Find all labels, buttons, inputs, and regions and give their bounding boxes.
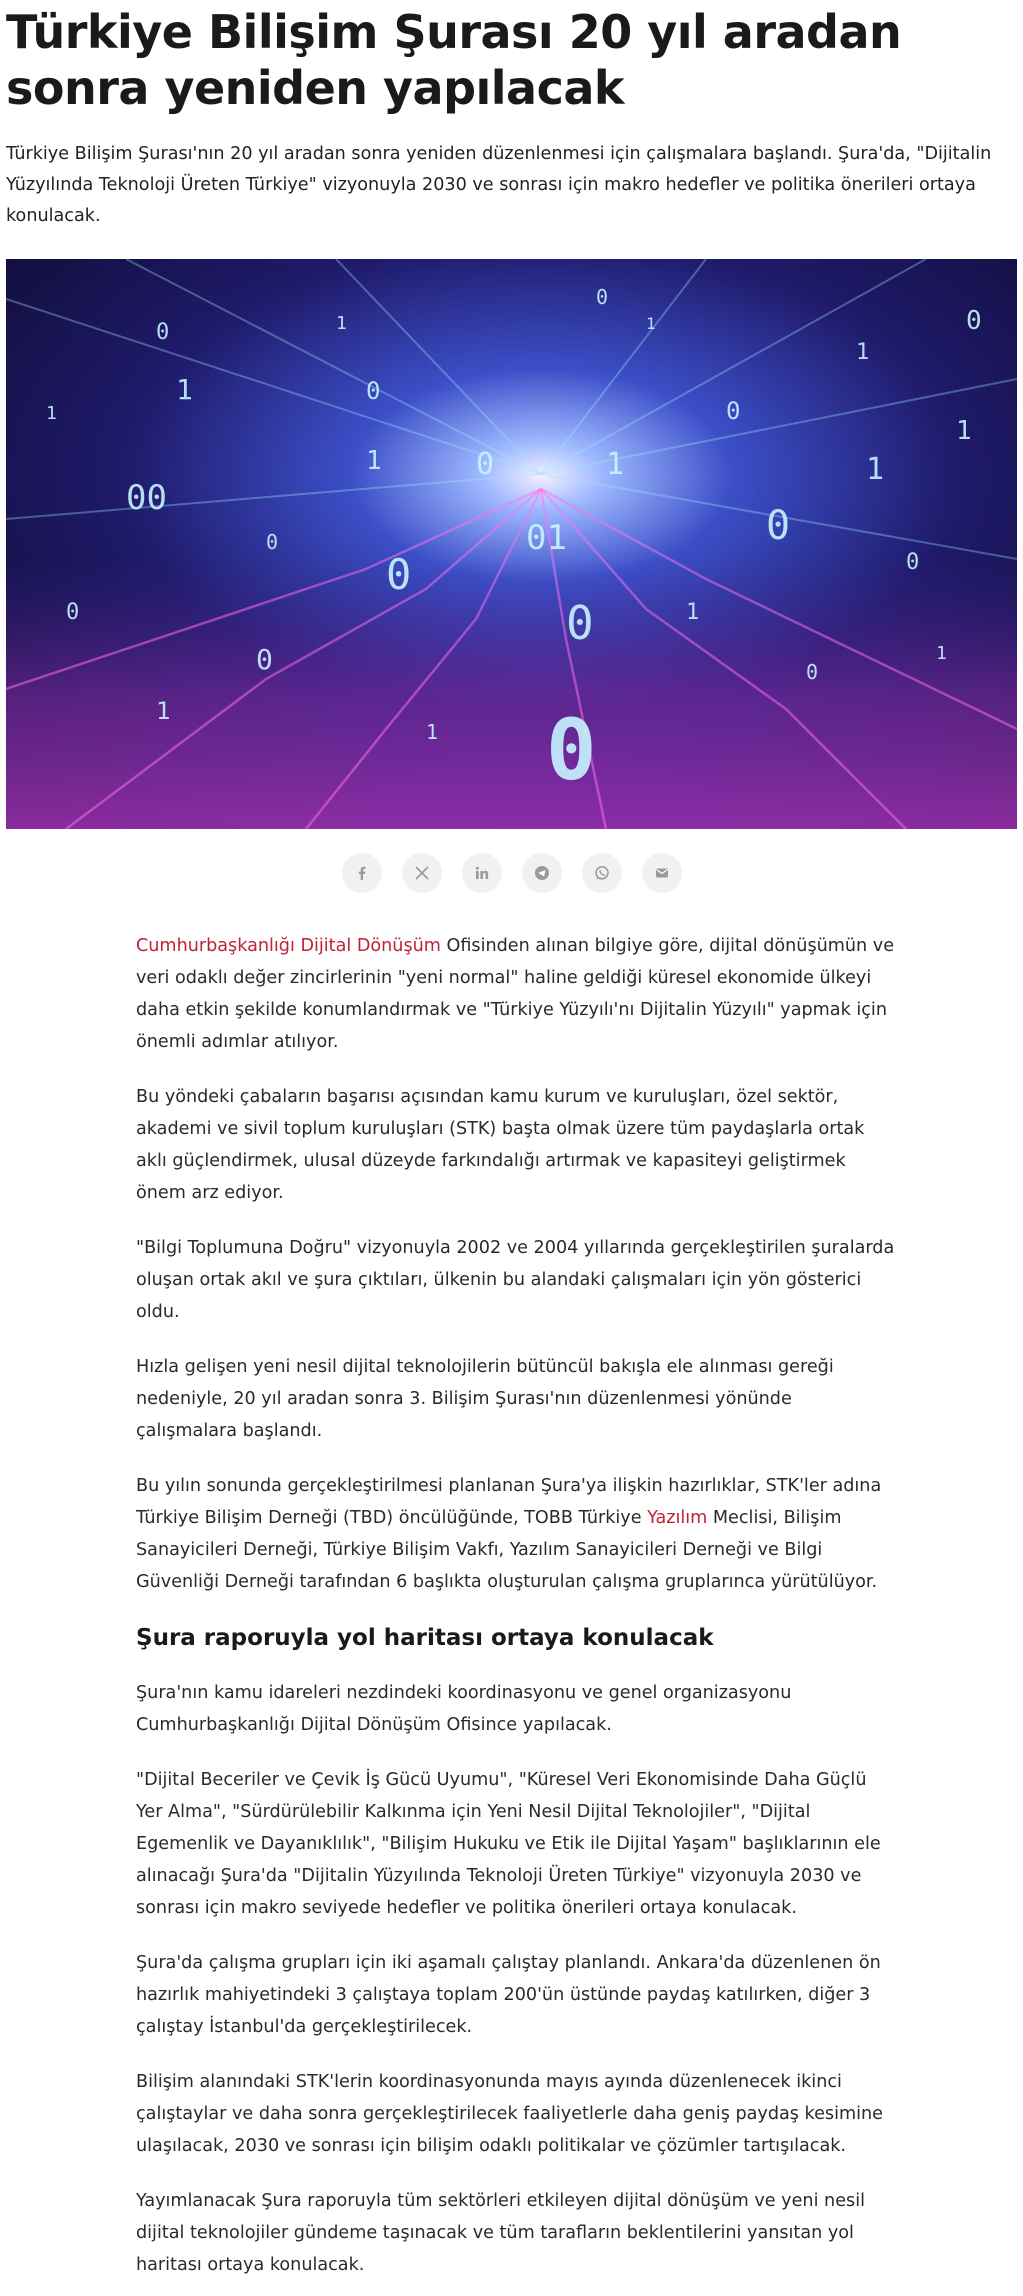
svg-text:1: 1	[336, 313, 347, 334]
svg-text:1: 1	[856, 340, 870, 365]
svg-text:1: 1	[646, 314, 656, 333]
svg-text:0: 0	[546, 701, 597, 799]
svg-text:0: 0	[256, 643, 273, 676]
svg-text:1: 1	[686, 600, 700, 625]
share-telegram-button[interactable]	[522, 853, 562, 893]
paragraph: Şura'nın kamu idareleri nezdindeki koordinasyonu ve genel organizasyonu Cumhurbaşkanlığı Dijital Dönüşüm Ofisince yapılacak.	[136, 1683, 792, 1735]
svg-text:1: 1	[426, 720, 439, 744]
article-title: Türkiye Bilişim Şurası 20 yıl aradan sonra yeniden yapılacak	[6, 5, 902, 115]
share-whatsapp-button[interactable]	[582, 853, 622, 893]
paragraph: Yayımlanacak Şura raporuyla tüm sektörleri etkileyen dijital dönüşüm ve yeni nesil dijital teknolojiler gündeme taşınacak ve tüm tarafların beklentilerini yansıtan yol haritası ortaya konulacak.	[136, 2191, 865, 2275]
svg-text:1: 1	[606, 447, 625, 482]
paragraph: Bu yılın sonunda gerçekleştirilmesi planlanan Şura'ya ilişkin hazırlıklar, STK'ler adına Türkiye Bilişim Derneği (TBD) öncülüğünde, TOBB Türkiye Yazılım Meclisi, Bilişim Sanayicileri Derneği, Türkiye Bilişim Vakfı, Yazılım Sanayicileri Derneği ve Bilgi Güvenliği Derneği tarafından 6 başlıkta oluşturulan çalışma gruplarınca yürütülüyor.	[136, 1476, 882, 1592]
link-yazilim[interactable]: Yazılım	[647, 1508, 708, 1528]
svg-text:0: 0	[476, 447, 495, 482]
svg-text:0: 0	[596, 285, 609, 309]
svg-text:0: 0	[266, 530, 279, 554]
share-linkedin-button[interactable]	[462, 853, 502, 893]
share-bar	[0, 853, 1023, 893]
share-facebook-button[interactable]	[342, 853, 382, 893]
svg-text:0: 0	[386, 550, 412, 599]
paragraph: "Bilgi Toplumuna Doğru" vizyonuyla 2002 ve 2004 yıllarında gerçekleştirilen şuralarda oluşan ortak akıl ve şura çıktıları, ülkenin bu alandaki çalışmaları için yön gösterici oldu.	[136, 1238, 895, 1322]
svg-text:0: 0	[726, 397, 741, 425]
x-icon	[414, 865, 430, 881]
link-cumhurbaskanligi-dijital-donusum[interactable]: Cumhurbaşkanlığı Dijital Dönüşüm	[136, 936, 441, 956]
whatsapp-icon	[594, 865, 610, 881]
svg-text:0: 0	[366, 377, 381, 405]
svg-text:1: 1	[46, 403, 57, 424]
telegram-icon	[534, 865, 550, 881]
svg-text:1: 1	[936, 643, 947, 664]
linkedin-icon	[474, 865, 490, 881]
share-x-button[interactable]	[402, 853, 442, 893]
svg-text:0: 0	[966, 306, 982, 336]
svg-text:1: 1	[956, 416, 972, 446]
digital-binary-tunnel-illustration	[6, 259, 1017, 829]
svg-text:0: 0	[906, 550, 920, 575]
paragraph: Bilişim alanındaki STK'lerin koordinasyonunda mayıs ayında düzenlenecek ikinci çalıştaylar ve daha sonra gerçekleştirilecek faaliyetlerle daha geniş paydaş kesimine ulaşılacak, 2030 ve sonrası için bilişim odaklı politikalar ve çözümler tartışılacak.	[136, 2072, 883, 2156]
svg-text:0: 0	[806, 660, 819, 684]
section-heading: Şura raporuyla yol haritası ortaya konulacak	[136, 1625, 714, 1651]
svg-text:0: 0	[156, 320, 170, 345]
svg-text:1: 1	[176, 373, 193, 406]
svg-text:1: 1	[866, 452, 885, 487]
svg-text:01: 01	[526, 518, 567, 558]
share-email-button[interactable]	[642, 853, 682, 893]
article-summary: Türkiye Bilişim Şurası'nın 20 yıl aradan sonra yeniden düzenlenmesi için çalışmalara başlandı. Şura'da, "Dijitalin Yüzyılında Teknoloji Üreten Türkiye" vizyonuyla 2030 ve sonrası için makro hedefler ve politika önerileri ortaya konulacak.	[6, 144, 992, 226]
paragraph: Cumhurbaşkanlığı Dijital Dönüşüm Ofisinden alınan bilgiye göre, dijital dönüşümün ve veri odaklı değer zincirlerinin "yeni normal" haline geldiği küresel ekonomide ülkeyi daha etkin şekilde konumlandırmak ve "Türkiye Yüzyılı'nı Dijitalin Yüzyılı" yapmak için önemli adımlar atılıyor.	[136, 936, 895, 1052]
svg-text:0: 0	[566, 596, 594, 650]
svg-text:0: 0	[766, 503, 791, 549]
paragraph: Bu yöndeki çabaların başarısı açısından kamu kurum ve kuruluşları, özel sektör, akademi ve sivil toplum kuruluşları (STK) başta olmak üzere tüm paydaşlarla ortak aklı güçlendirmek, ulusal düzeyde farkındalığı artırmak ve kapasiteyi geliştirmek önem arz ediyor.	[136, 1087, 865, 1203]
facebook-icon	[354, 865, 370, 881]
svg-text:00: 00	[126, 478, 167, 518]
paragraph: Şura'da çalışma grupları için iki aşamalı çalıştay planlandı. Ankara'da düzenlenen ön hazırlık mahiyetindeki 3 çalıştaya toplam 200'ün üstünde paydaş katılırken, diğer 3 çalıştay İstanbul'da gerçekleştirilecek.	[136, 1953, 881, 2037]
article-body	[136, 930, 896, 2296]
email-icon	[654, 865, 670, 881]
paragraph: "Dijital Beceriler ve Çevik İş Gücü Uyumu", "Küresel Veri Ekonomisinde Daha Güçlü Yer Alma", "Sürdürülebilir Kalkınma için Yeni Nesil Dijital Teknolojiler", "Dijital Egemenlik ve Dayanıklılık", "Bilişim Hukuku ve Etik ile Dijital Yaşam" başlıklarının ele alınacağı Şura'da "Dijitalin Yüzyılında Teknoloji Üreten Türkiye" vizyonuyla 2030 ve sonrası için makro seviyede hedefler ve politika önerileri ortaya konulacak.	[136, 1770, 881, 1918]
svg-text:1: 1	[366, 446, 382, 476]
hero-image	[6, 259, 1017, 829]
paragraph: Hızla gelişen yeni nesil dijital teknolojilerin bütüncül bakışla ele alınması gereği nedeniyle, 20 yıl aradan sonra 3. Bilişim Şurası'nın düzenlenmesi yönünde çalışmalara başlandı.	[136, 1357, 834, 1441]
svg-text:1: 1	[156, 697, 171, 725]
svg-text:0: 0	[66, 600, 80, 625]
